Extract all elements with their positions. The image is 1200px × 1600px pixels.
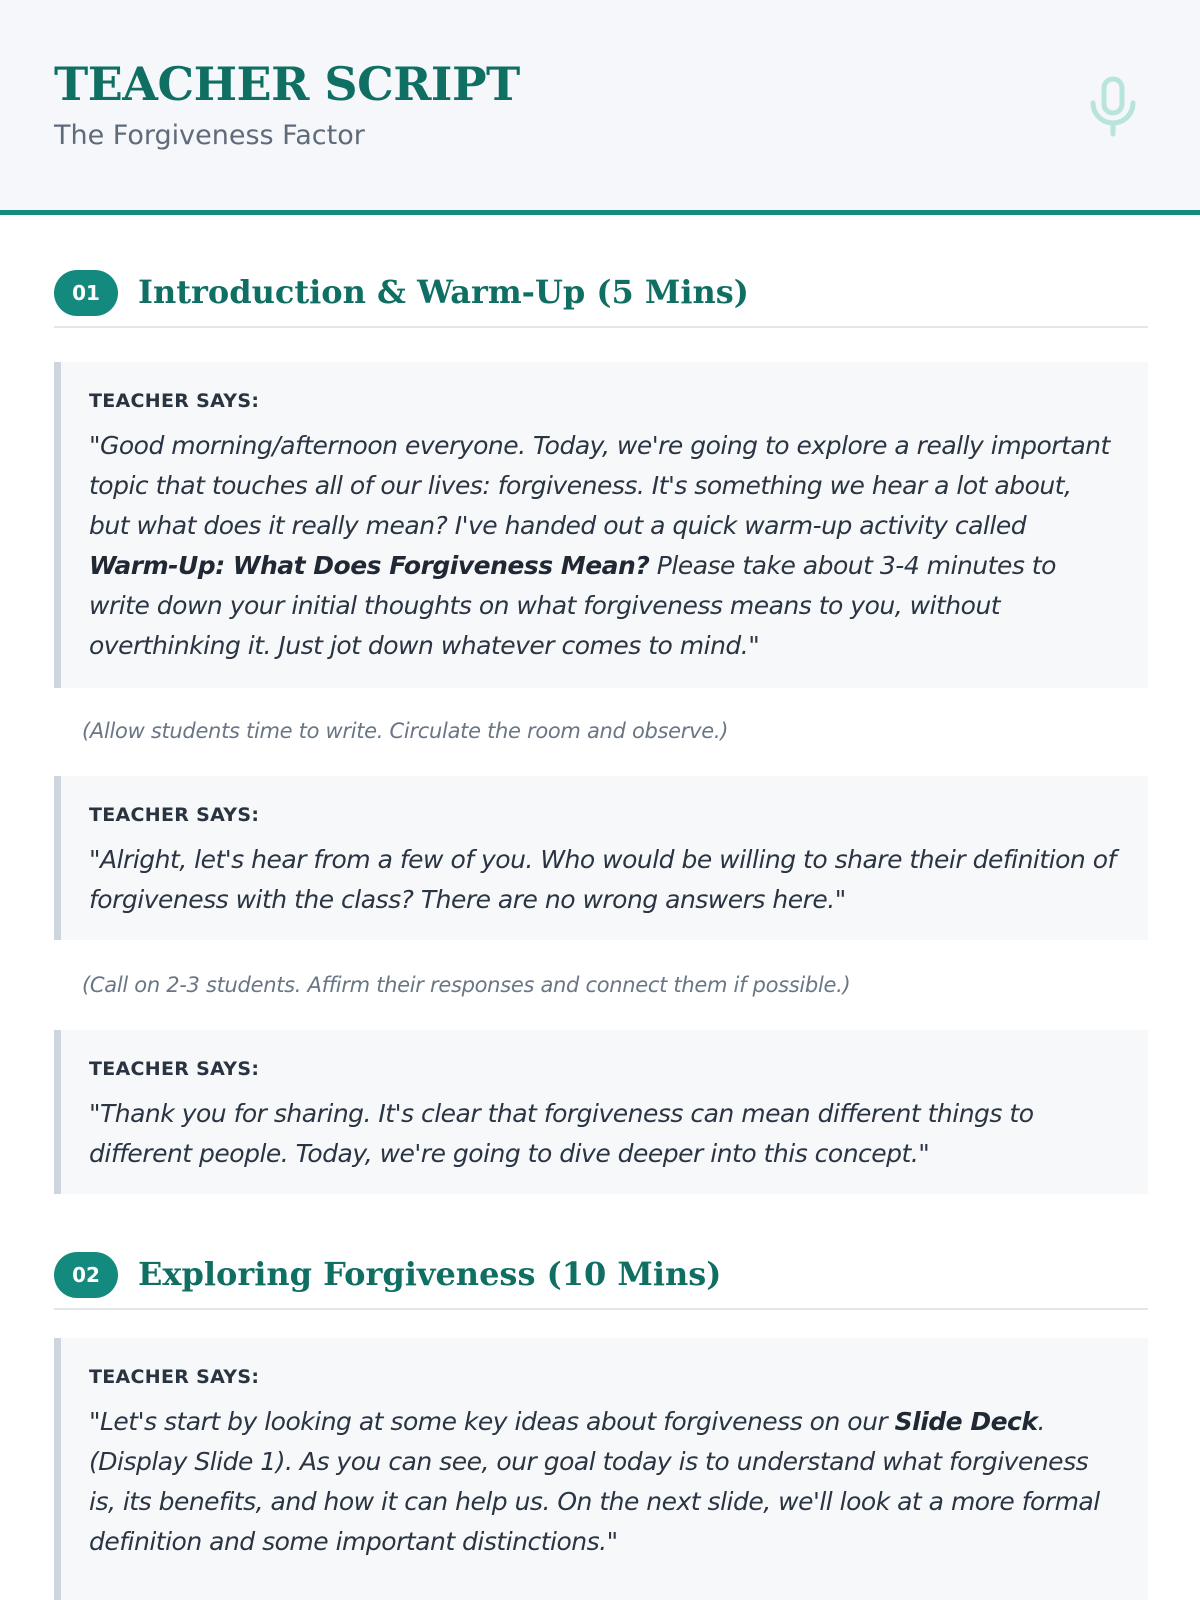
teacher-says-block bbox=[54, 362, 1148, 688]
section-number-badge: 01 bbox=[54, 270, 118, 316]
script-text-end: Please take about 3-4 minutes to write down your initial thoughts on what forgiveness means to you, without overthinking it. Just jot down whatever comes to mind." bbox=[89, 551, 1056, 660]
teacher-says-label: TEACHER SAYS: bbox=[89, 1058, 260, 1080]
microphone-icon bbox=[1088, 76, 1138, 138]
teacher-says-label: TEACHER SAYS: bbox=[89, 804, 260, 826]
activity-title: Warm-Up: What Does Forgiveness Mean? bbox=[89, 551, 650, 580]
teacher-says-block bbox=[54, 1338, 1148, 1600]
teacher-says-text bbox=[89, 1402, 1118, 1562]
stage-direction: (Call on 2-3 students. Affirm their responses and connect them if possible.) bbox=[82, 973, 851, 997]
teacher-says-label: TEACHER SAYS: bbox=[89, 390, 260, 412]
script-text-end: . (Display Slide 1). As you can see, our goal today is to understand what forgiveness is, its benefits, and how it can help us. On the next slide, we'll look at a more formal definition and some important distinctions." bbox=[89, 1407, 1100, 1556]
teacher-says-text: "Thank you for sharing. It's clear that forgiveness can mean different things to different people. Today, we're going to dive deeper into this concept." bbox=[89, 1099, 1034, 1168]
section-title: Introduction & Warm-Up (5 Mins) bbox=[138, 273, 749, 311]
stage-direction: (Allow students time to write. Circulate the room and observe.) bbox=[82, 719, 729, 743]
teacher-says-label: TEACHER SAYS: bbox=[89, 1366, 260, 1388]
teacher-says-block bbox=[54, 776, 1148, 940]
section-number-badge: 02 bbox=[54, 1252, 118, 1298]
page-header bbox=[0, 0, 1200, 215]
page-subtitle: The Forgiveness Factor bbox=[54, 120, 365, 151]
teacher-says-text bbox=[89, 426, 1118, 666]
script-text-start: "Good morning/afternoon everyone. Today, we're going to explore a really important topic that touches all of our lives: forgiveness. It's something we hear a lot about, but what does it really mean? I've handed out a quick warm-up activity called bbox=[89, 431, 1110, 540]
slide-deck-reference: Slide Deck bbox=[894, 1407, 1038, 1436]
script-text-start: "Let's start by looking at some key ideas about forgiveness on our bbox=[89, 1407, 895, 1436]
teacher-says-block bbox=[54, 1030, 1148, 1194]
section-title: Exploring Forgiveness (10 Mins) bbox=[138, 1255, 722, 1293]
teacher-says-text: "Alright, let's hear from a few of you. Who would be willing to share their definition of forgiveness with the class? There are no wrong answers here." bbox=[89, 845, 1116, 914]
page-title: TEACHER SCRIPT bbox=[54, 57, 520, 111]
section-header-01 bbox=[54, 258, 1148, 328]
section-header-02 bbox=[54, 1240, 1148, 1310]
